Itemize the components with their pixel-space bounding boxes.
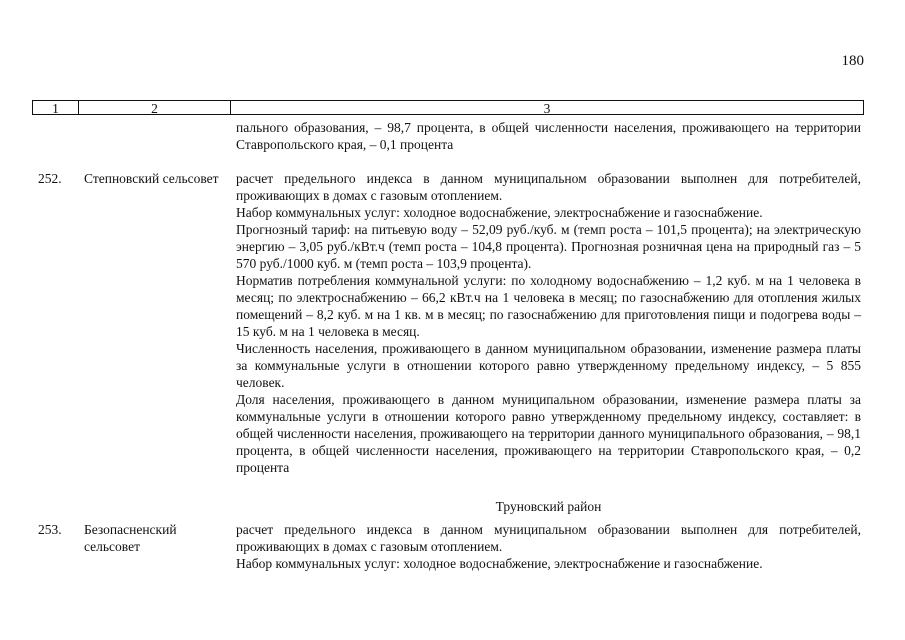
- entry-number: 252.: [38, 171, 62, 186]
- table-header: [32, 100, 864, 115]
- entry-description: [236, 521, 861, 572]
- paragraph: Набор коммунальных услуг: холодное водоснабжение, электроснабжение и газоснабжение.: [236, 205, 763, 220]
- paragraph: Доля населения, проживающего в данном муниципальном образовании, изменение размера платы за коммунальные услуги в отношении которого равно утвержденному предельному индексу, составляет: в общей численности населения, проживающего на территории данного муниципального образования, – 98,1 процента, в общей численности населения, проживающего на территории Ставропольского края, – 0,2 процента: [236, 392, 861, 475]
- entry-name: Безопасненский сельсовет: [84, 522, 177, 554]
- continuation-paragraph: пального образования, – 98,7 процента, в общей численности населения, проживающего на территории Ставропольского края, – 0,1 процента: [236, 120, 861, 152]
- column-header-3: 3: [543, 101, 551, 116]
- entry-name: Степновский сельсовет: [84, 171, 219, 186]
- paragraph: расчет предельного индекса в данном муниципальном образовании выполнен для потребителей, проживающих в домах с газовым отоплением.: [236, 522, 861, 554]
- paragraph: Численность населения, проживающего в данном муниципальном образовании, изменение размера платы за коммунальные услуги в отношении которого равно утвержденному предельному индексу, – 5 855 человек.: [236, 341, 861, 390]
- paragraph: Набор коммунальных услуг: холодное водоснабжение, электроснабжение и газоснабжение.: [236, 556, 763, 571]
- column-header-2: 2: [79, 101, 231, 114]
- column-header-1: 1: [33, 101, 79, 114]
- district-heading: Труновский район: [495, 499, 602, 514]
- continuation-text: [236, 119, 861, 153]
- entry-number: 253.: [38, 522, 62, 537]
- paragraph: расчет предельного индекса в данном муниципальном образовании выполнен для потребителей, проживающих в домах с газовым отоплением.: [236, 171, 861, 203]
- paragraph: Прогнозный тариф: на питьевую воду – 52,09 руб./куб. м (темп роста – 101,5 процента); на электрическую энергию – 3,05 руб./кВт.ч (темп роста – 104,8 процента). Прогнозная розничная цена на природный газ – 5 570 руб./1000 куб. м (темп роста – 103,9 процента).: [236, 222, 861, 271]
- entry-description: [236, 170, 861, 476]
- page-number: 180: [841, 53, 864, 69]
- paragraph: Норматив потребления коммунальной услуги: по холодному водоснабжению – 1,2 куб. м на 1 человека в месяц; по электроснабжению – 66,2 кВт.ч на 1 человека в месяц; по газоснабжению для отопления жилых помещений – 8,2 куб. м на 1 кв. м в месяц; по газоснабжению для приготовления пищи и подогрева воды – 15 куб. м на 1 человека в месяц.: [236, 273, 861, 339]
